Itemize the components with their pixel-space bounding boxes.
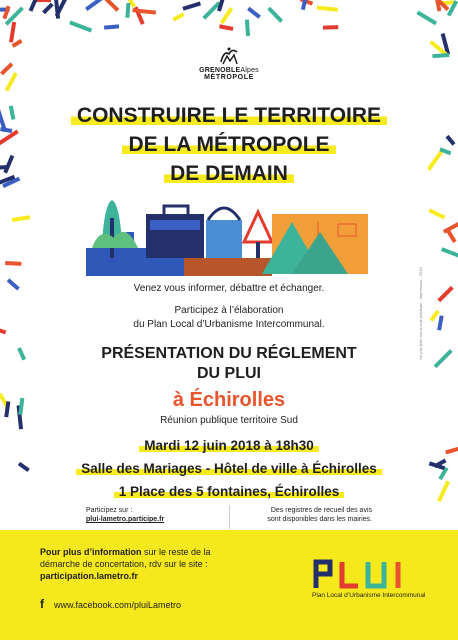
event-date: Mardi 12 juin 2018 à 18h30 xyxy=(139,438,319,453)
legal-mention: Ne pas jeter sur la voie publique - Impression - 2018 xyxy=(418,267,423,360)
plui-subtitle: Plan Local d’Urbanisme Intercommunal xyxy=(312,592,426,599)
footer-info-line-2: démarche de concertation, rdv sur le site : xyxy=(40,559,208,569)
presentation-line-1: PRÉSENTATION DU RÉGLEMENT xyxy=(101,345,357,362)
title-line-1: CONSTRUIRE LE TERRITOIRE xyxy=(71,104,387,127)
confetti-piece xyxy=(2,6,10,20)
city-name: à Échirolles xyxy=(172,389,286,411)
confetti-piece xyxy=(317,6,338,12)
meeting-type: Réunion publique territoire Sud xyxy=(160,415,298,426)
footer xyxy=(0,530,458,640)
participation-site-link[interactable]: participation.lametro.fr xyxy=(40,571,139,581)
confetti-piece xyxy=(99,0,119,12)
notes-divider xyxy=(229,505,230,529)
participate-line-2: du Plan Local d’Urbanisme Intercommunal. xyxy=(133,319,325,330)
confetti-piece xyxy=(0,62,13,75)
participe-link[interactable]: plui-lametro.participe.fr xyxy=(86,516,165,523)
metropole-logo xyxy=(179,46,279,81)
confetti-piece xyxy=(245,19,250,36)
confetti-piece xyxy=(125,3,130,18)
confetti-piece xyxy=(104,24,119,29)
confetti-piece xyxy=(441,247,458,259)
confetti-piece xyxy=(42,3,54,15)
presentation-line-2: DU PLUI xyxy=(197,365,261,382)
confetti-piece xyxy=(172,12,184,21)
confetti-piece xyxy=(5,72,18,91)
confetti-piece xyxy=(247,7,261,19)
confetti-piece xyxy=(220,7,233,24)
logo-mark-icon xyxy=(218,46,240,66)
facebook-icon: f xyxy=(40,597,44,611)
event-venue: Salle des Mariages - Hôtel de ville à Échirolles xyxy=(76,461,382,476)
confetti-piece xyxy=(182,2,201,11)
confetti-piece xyxy=(432,53,449,58)
landscape-illustration xyxy=(86,198,372,276)
left-note xyxy=(86,506,164,524)
logo-name-bold: GRENOBLE xyxy=(199,67,241,74)
footer-info-bold: Pour plus d’information xyxy=(40,547,142,557)
left-note-label: Participez sur : xyxy=(86,507,133,514)
logo-sub: MÉTROPOLE xyxy=(204,74,254,81)
title-line-2: DE LA MÉTROPOLE xyxy=(122,133,335,156)
confetti-piece xyxy=(9,22,16,43)
confetti-piece xyxy=(428,208,445,219)
right-note-line-2: sont disponibles dans les mairies. xyxy=(267,516,372,523)
participate-line-1: Participez à l’élaboration xyxy=(174,305,284,316)
confetti-piece xyxy=(132,8,156,14)
confetti-piece xyxy=(323,25,338,30)
confetti-piece xyxy=(416,11,437,26)
confetti-piece xyxy=(69,20,92,32)
title-line-3: DE DEMAIN xyxy=(164,162,294,185)
intro-text: Venez vous informer, débattre et échanger. xyxy=(133,283,325,294)
footer-info-rest: sur le reste de la xyxy=(141,547,211,557)
right-note xyxy=(240,506,372,524)
facebook-row xyxy=(40,597,181,610)
confetti-piece xyxy=(12,215,32,222)
confetti-piece xyxy=(85,0,103,11)
confetti-piece xyxy=(5,261,21,266)
facebook-link[interactable]: www.facebook.com/pluiLametro xyxy=(54,600,182,610)
footer-info xyxy=(40,546,230,582)
logo-name-light: Alpes xyxy=(240,67,259,74)
confetti-piece xyxy=(267,7,283,23)
event-address: 1 Place des 5 fontaines, Échirolles xyxy=(114,484,345,499)
confetti-piece xyxy=(219,24,233,31)
right-note-line-1: Des registres de recueil des avis xyxy=(270,507,372,514)
plui-logo xyxy=(312,558,412,590)
